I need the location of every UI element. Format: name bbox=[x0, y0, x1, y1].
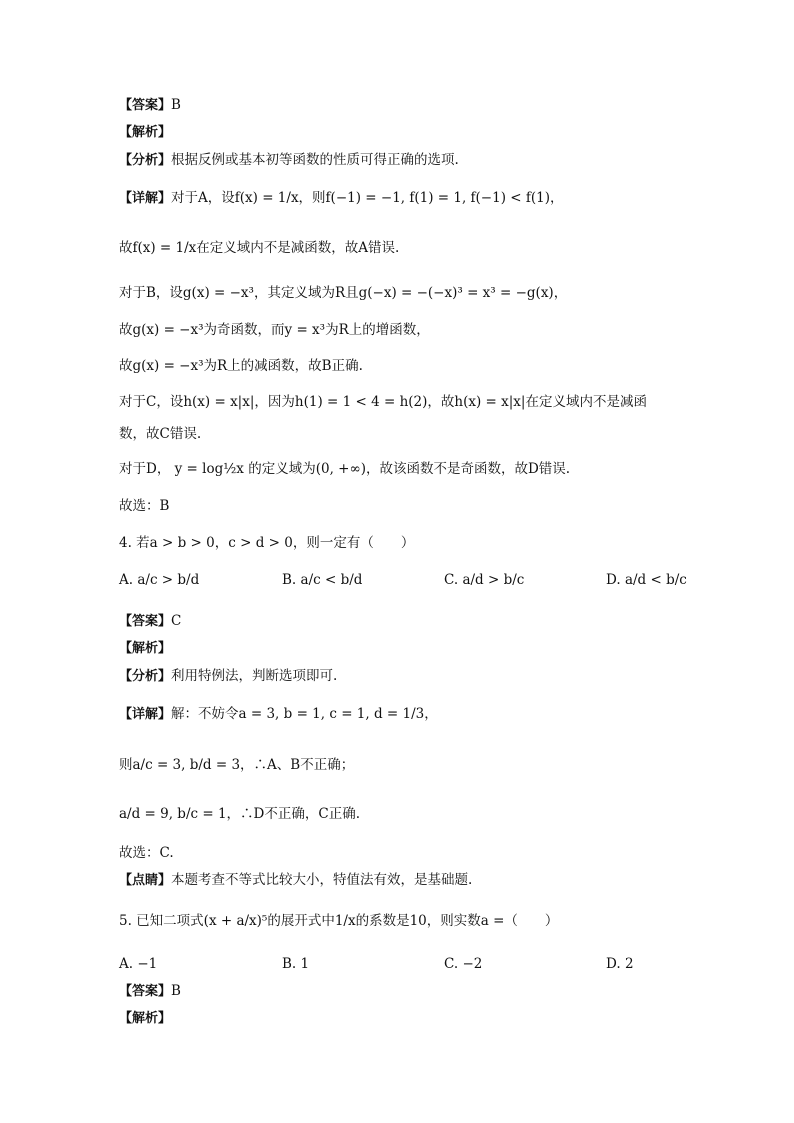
analysis-tag: 【解析】 bbox=[119, 125, 172, 140]
answer-tag: 【答案】 bbox=[119, 614, 172, 629]
analysis-tag: 【解析】 bbox=[119, 1011, 172, 1026]
q3-detail-line-6: 对于C，设h(x) = x|x|，因为h(1) = 1 < 4 = h(2)，故h(x) = x|x|在定义域内不是减函 bbox=[119, 394, 647, 410]
q4-dianjing-line bbox=[119, 870, 472, 891]
answer-value: C bbox=[171, 613, 182, 629]
q5-option-a bbox=[119, 954, 157, 974]
q4-option-b bbox=[282, 570, 362, 590]
q3-analysis-line bbox=[119, 122, 171, 143]
q4-detail-line-3: a/d = 9, b/c = 1，∴D不正确，C正确. bbox=[119, 806, 360, 822]
q4-detail-line-2: 则a/c = 3, b/d = 3，∴A、B不正确； bbox=[119, 757, 355, 773]
fenxi-tag: 【分析】 bbox=[119, 669, 172, 684]
answer-tag: 【答案】 bbox=[119, 984, 172, 999]
q4-detail-line-1 bbox=[119, 704, 438, 725]
q4-option-d bbox=[606, 570, 687, 590]
option-value: −1 bbox=[137, 956, 158, 972]
option-label: A. bbox=[119, 572, 134, 588]
q5-option-c bbox=[444, 954, 482, 974]
detail-text: 解：不妨令a = 3, b = 1, c = 1, d = 1/3， bbox=[171, 706, 438, 722]
dianjing-text: 本题考查不等式比较大小，特值法有效，是基础题. bbox=[171, 872, 473, 888]
q3-detail-line-1 bbox=[119, 188, 564, 209]
option-expr: a/c > b/d bbox=[137, 572, 200, 588]
option-label: C. bbox=[444, 572, 459, 588]
q3-fenxi-line bbox=[119, 150, 459, 171]
option-value: −2 bbox=[462, 956, 483, 972]
q3-detail-line-7: 数，故C错误. bbox=[119, 426, 202, 442]
q5-answer-line bbox=[119, 981, 181, 1002]
q3-choice: 故选：B bbox=[119, 498, 170, 514]
q3-detail-line-2: 故f(x) = 1/x在定义域内不是减函数，故A错误. bbox=[119, 240, 400, 256]
q4-option-a bbox=[119, 570, 199, 590]
option-label: D. bbox=[606, 956, 621, 972]
option-expr: a/d > b/c bbox=[462, 572, 525, 588]
option-label: B. bbox=[282, 572, 297, 588]
option-expr: a/d < b/c bbox=[624, 572, 687, 588]
q5-option-b bbox=[282, 954, 309, 974]
option-label: A. bbox=[119, 956, 134, 972]
q3-detail-line-8: 对于D， y = log½x 的定义域为(0, +∞)，故该函数不是奇函数，故D错误. bbox=[119, 461, 571, 477]
q4-fenxi-line bbox=[119, 666, 337, 687]
q3-detail-line-4: 故g(x) = −x³为奇函数，而y = x³为R上的增函数， bbox=[119, 322, 430, 338]
option-value: 2 bbox=[624, 956, 634, 972]
fenxi-text: 根据反例或基本初等函数的性质可得正确的选项. bbox=[171, 152, 459, 168]
option-expr: a/c < b/d bbox=[300, 572, 363, 588]
detail-text: 对于A，设f(x) = 1/x，则f(−1) = −1, f(1) = 1, f(−1) < f(1)， bbox=[171, 190, 564, 206]
q4-analysis-line bbox=[119, 638, 171, 659]
answer-tag: 【答案】 bbox=[119, 98, 172, 113]
xiangjie-tag: 【详解】 bbox=[119, 707, 172, 722]
q3-answer-line bbox=[119, 95, 181, 116]
answer-value: B bbox=[171, 983, 181, 999]
fenxi-tag: 【分析】 bbox=[119, 153, 172, 168]
q5-analysis-line bbox=[119, 1008, 171, 1029]
q4-answer-line bbox=[119, 611, 181, 632]
analysis-tag: 【解析】 bbox=[119, 641, 172, 656]
fenxi-text: 利用特例法，判断选项即可. bbox=[171, 668, 338, 684]
option-label: C. bbox=[444, 956, 459, 972]
q5-stem: 5. 已知二项式(x + a/x)⁵的展开式中1/x的系数是10，则实数a =（ ） bbox=[119, 913, 559, 929]
answer-value: B bbox=[171, 97, 181, 113]
q5-option-d bbox=[606, 954, 634, 974]
q4-option-c bbox=[444, 570, 524, 590]
q3-detail-line-3: 对于B，设g(x) = −x³，其定义域为R且g(−x) = −(−x)³ = x³ = −g(x)， bbox=[119, 285, 568, 301]
q4-choice: 故选：C. bbox=[119, 845, 174, 861]
xiangjie-tag: 【详解】 bbox=[119, 191, 172, 206]
q4-stem: 4. 若a > b > 0，c > d > 0，则一定有（ ） bbox=[119, 535, 415, 551]
q3-detail-line-5: 故g(x) = −x³为R上的减函数，故B正确. bbox=[119, 358, 363, 374]
option-label: B. bbox=[282, 956, 297, 972]
option-label: D. bbox=[606, 572, 621, 588]
option-value: 1 bbox=[300, 956, 310, 972]
dianjing-tag: 【点睛】 bbox=[119, 873, 172, 888]
